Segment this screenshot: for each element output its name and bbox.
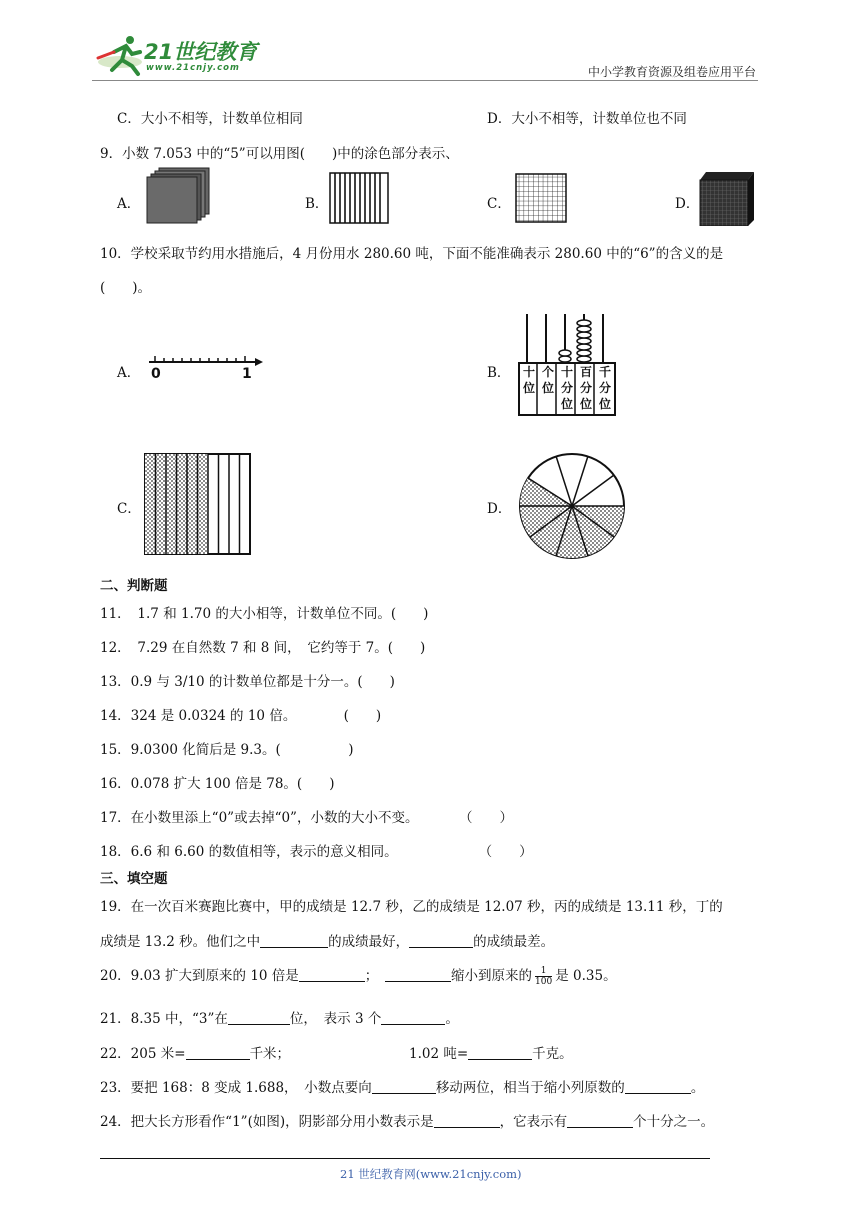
- answer-blank[interactable]: [409, 934, 473, 948]
- q9-option-c-label: C．: [487, 196, 511, 212]
- logo-text: 21世纪教育: [144, 40, 258, 64]
- answer-blank[interactable]: [228, 1011, 290, 1025]
- q9-option-b-label: B．: [305, 196, 329, 212]
- q9-option-d-label: D．: [675, 196, 700, 212]
- judgment-item: 11． 1.7 和 1.70 的大小相等，计数单位不同。( ): [100, 606, 429, 622]
- q9-figure-b-strips: [329, 172, 389, 224]
- q10-figure-d-pie: [516, 450, 628, 562]
- section-judgment-heading: 二、判断题: [100, 578, 168, 594]
- answer-blank[interactable]: [186, 1046, 250, 1060]
- header-platform-text: 中小学教育资源及组卷应用平台: [587, 65, 756, 79]
- judgment-item: 14．324 是 0.0324 的 10 倍。 ( ): [100, 708, 382, 724]
- q10-option-d-label: D．: [487, 501, 512, 517]
- q9-stem: 9．小数 7.053 中的“5”可以用图( )中的涂色部分表示、: [100, 146, 459, 162]
- logo-url: www.21cnjy.com: [146, 63, 240, 73]
- abacus-label-thousandths: 千分位: [598, 365, 611, 411]
- q24: 24．把大长方形看作“1”(如图)，阴影部分用小数表示是 ，它表示有 个十分之一。: [100, 1114, 715, 1130]
- answer-blank[interactable]: [299, 968, 365, 982]
- answer-blank[interactable]: [260, 934, 328, 948]
- footer-divider: [100, 1158, 710, 1159]
- q10-option-b-label: B．: [487, 365, 511, 381]
- q20: 20．9.03 扩大到原来的 10 倍是 ； 缩小到原来的 $\frac{1}{100}$ 是 0.35。: [100, 966, 617, 987]
- q9-figure-d-cube: [698, 170, 756, 226]
- q19-line1: 19．在一次百米赛跑比赛中，甲的成绩是 12.7 秒，乙的成绩是 12.07 秒，丙的成绩是 13.11 秒，丁的: [100, 899, 723, 915]
- site-logo[interactable]: [92, 30, 262, 82]
- q23: 23．要把 168：8 变成 1.688， 小数点要向 移动两位，相当于缩小列原数的 。: [100, 1080, 705, 1096]
- q10-stem-line2: ( )。: [100, 280, 152, 296]
- judgment-item: 18．6.6 和 6.60 的数值相等，表示的意义相同。 （ ）: [100, 844, 533, 860]
- footer-link[interactable]: 21 世纪教育网(www.21cnjy.com): [340, 1167, 522, 1181]
- judgment-item: 17．在小数里添上“0”或去掉“0”，小数的大小不变。 （ ）: [100, 810, 513, 826]
- q10-option-c-label: C．: [117, 501, 141, 517]
- section-fill-heading: 三、填空题: [100, 871, 168, 887]
- judgment-item: 13．0.9 与 3/10 的计数单位都是十分一。( ): [100, 674, 395, 690]
- q9-option-a-label: A．: [117, 196, 141, 212]
- answer-blank[interactable]: [468, 1046, 532, 1060]
- q22-part2: 1.02 吨= 千克。: [409, 1046, 573, 1062]
- answer-blank[interactable]: [381, 1011, 445, 1025]
- q10-option-a-label: A．: [117, 365, 141, 381]
- judgment-item: 12． 7.29 在自然数 7 和 8 间， 它约等于 7。( ): [100, 640, 426, 656]
- abacus-label-hundredths: 百分位: [579, 365, 592, 411]
- number-line-zero: 0: [151, 366, 161, 382]
- q22: 22．205 米= 千米；: [100, 1046, 291, 1062]
- q10-figure-c-tenths: [143, 452, 253, 556]
- fraction-one-hundredth: $\frac{1}{100}$: [535, 966, 553, 987]
- q9-figure-c-grid: [514, 172, 570, 226]
- q21: 21．8.35 中，“3”在 位， 表示 3 个 。: [100, 1011, 459, 1027]
- answer-blank[interactable]: [567, 1114, 633, 1128]
- q9-figure-a-cubes: [143, 166, 213, 226]
- abacus-label-ones: 个位: [541, 365, 554, 395]
- header-divider: [92, 80, 758, 81]
- q8-option-c: C．大小不相等，计数单位相同: [117, 111, 303, 127]
- answer-blank[interactable]: [434, 1114, 500, 1128]
- q19-line2: 成绩是 13.2 秒。他们之中 的成绩最好， 的成绩最差。: [100, 934, 555, 950]
- answer-blank[interactable]: [385, 968, 451, 982]
- number-line-one: 1: [242, 366, 252, 382]
- answer-blank[interactable]: [372, 1080, 436, 1094]
- q10-stem-line1: 10．学校采取节约用水措施后，4 月份用水 280.60 吨，下面不能准确表示 280.60 中的“6”的含义的是: [100, 246, 724, 262]
- answer-blank[interactable]: [625, 1080, 691, 1094]
- q8-option-d: D．大小不相等，计数单位也不同: [487, 111, 687, 127]
- abacus-label-tenths: 十分位: [560, 365, 573, 411]
- abacus-label-tens: 十位: [522, 365, 535, 395]
- judgment-item: 16．0.078 扩大 100 倍是 78。( ): [100, 776, 335, 792]
- judgment-item: 15．9.0300 化简后是 9.3。( ): [100, 742, 354, 758]
